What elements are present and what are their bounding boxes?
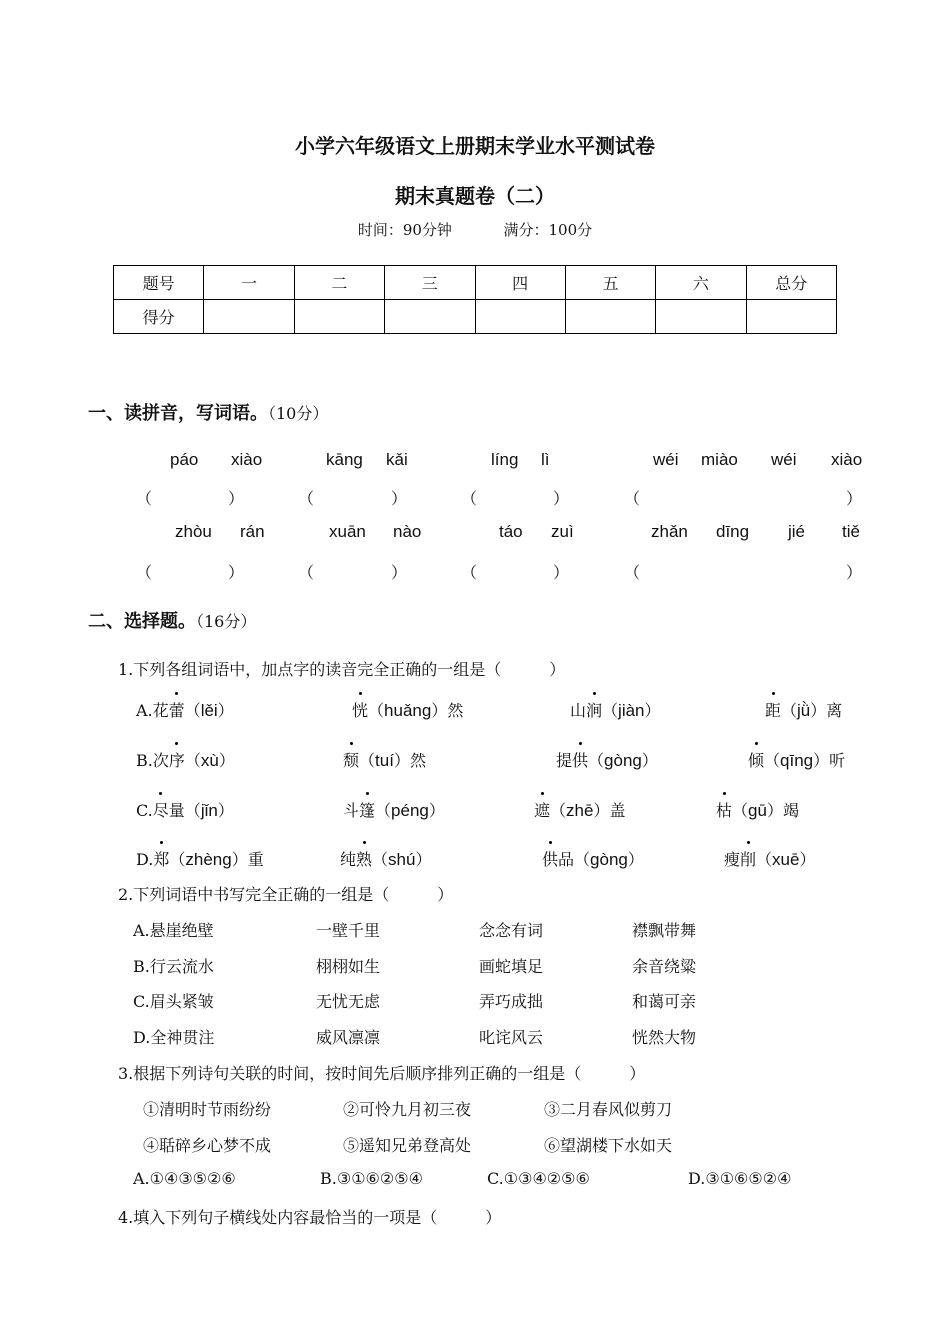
score-input-cell[interactable] (565, 300, 655, 334)
pinyin: lì (541, 450, 550, 469)
pinyin: líng (491, 450, 519, 469)
pinyin: xiào (831, 450, 863, 469)
q2-option: 恍然大物 (632, 1028, 697, 1047)
section1-heading (88, 399, 328, 425)
answer-bracket-close: ） (846, 489, 863, 508)
q1-option-d-3: 供品（gòng） (542, 847, 644, 870)
q2-option: 无忧无虑 (316, 992, 381, 1011)
q2-option: 弄巧成拙 (479, 992, 544, 1011)
q2-option: 一壁千里 (316, 921, 381, 940)
q3-option-c: C.①③④②⑤⑥ (487, 1169, 590, 1188)
section2-heading (88, 607, 256, 633)
table-cell: 得分 (114, 300, 204, 334)
pinyin: xuān (329, 522, 366, 541)
q3-poem-line: ②可怜九月初三夜 (343, 1100, 472, 1119)
score-input-cell[interactable] (204, 300, 294, 334)
q1-option-d-4: 瘦削（xuē） (724, 847, 815, 870)
answer-bracket-close: ） (228, 563, 245, 582)
q1-option-d-1: D.郑（zhèng）重 (136, 847, 264, 870)
answer-bracket-open: （ (136, 563, 153, 582)
q1-option-c-2: 斗篷（péng） (343, 798, 445, 821)
question-3-stem: 3.根据下列诗句关联的时间，按时间先后顺序排列正确的一组是（ ） (118, 1064, 646, 1083)
answer-bracket-close: ） (553, 489, 570, 508)
score-table-header-row (114, 266, 837, 300)
q1-option-c-4: 枯（gū）竭 (716, 798, 799, 821)
answer-bracket-open: （ (624, 563, 641, 582)
question-1-stem: 1.下列各组词语中，加点字的读音完全正确的一组是（ ） (118, 660, 566, 679)
exam-meta (0, 219, 950, 240)
pinyin: táo (499, 522, 523, 541)
pinyin: xiào (231, 450, 263, 469)
q3-poem-line: ⑤遥知兄弟登高处 (343, 1136, 472, 1155)
pinyin: kāng (326, 450, 363, 469)
q1-option-b-3: 提供（gòng） (556, 748, 658, 771)
q2-option: C.眉头紧皱 (133, 992, 214, 1011)
q1-option-a-1: A.花蕾（lěi） (136, 698, 234, 721)
q2-option: 威风凛凛 (316, 1028, 381, 1047)
q2-option: A.悬崖绝壁 (133, 921, 214, 940)
q3-option-a: A.①④③⑤②⑥ (133, 1169, 236, 1188)
pinyin: zhǎn (651, 522, 688, 541)
answer-bracket-open: （ (461, 563, 478, 582)
q2-option: 栩栩如生 (316, 957, 381, 976)
answer-bracket-close: ） (391, 489, 408, 508)
q1-option-d-2: 纯熟（shú） (340, 847, 431, 870)
answer-bracket-close: ） (846, 563, 863, 582)
table-cell: 五 (565, 266, 655, 300)
pinyin: wéi (771, 450, 797, 469)
q2-option: 襟飘带舞 (632, 921, 697, 940)
section2-points: （16分） (196, 612, 257, 631)
score-input-cell[interactable] (385, 300, 475, 334)
q1-option-c-3: 遮（zhē）盖 (534, 798, 625, 821)
q3-poem-line: ⑥望湖楼下水如天 (544, 1136, 673, 1155)
q2-option: 叱诧风云 (479, 1028, 544, 1047)
score-table-score-row (114, 300, 837, 334)
q3-poem-line: ①清明时节雨纷纷 (143, 1100, 272, 1119)
score-input-cell[interactable] (475, 300, 565, 334)
answer-bracket-open: （ (624, 489, 641, 508)
pinyin: rán (240, 522, 265, 541)
answer-bracket-close: ） (228, 489, 245, 508)
question-4-stem: 4.填入下列句子横线处内容最恰当的一项是（ ） (118, 1208, 502, 1227)
q1-option-b-4: 倾（qīng）听 (748, 748, 845, 771)
q2-option: 余音绕粱 (632, 957, 697, 976)
pinyin: dīng (716, 522, 750, 541)
score-input-cell[interactable] (294, 300, 384, 334)
table-cell: 六 (656, 266, 746, 300)
q1-option-b-2: 颓（tuí）然 (343, 748, 426, 771)
section1-points: （10分） (268, 404, 329, 423)
q1-option-a-3: 山涧（jiàn） (570, 698, 661, 721)
exam-subtitle: 期末真题卷（二） (395, 184, 555, 208)
table-cell: 三 (385, 266, 475, 300)
q1-option-b-1: B.次序（xù） (136, 748, 235, 771)
answer-bracket-close: ） (553, 563, 570, 582)
pinyin: jié (788, 522, 806, 541)
pinyin: tiě (842, 522, 860, 541)
pinyin: nào (393, 522, 422, 541)
answer-bracket-open: （ (136, 489, 153, 508)
q2-option: 画蛇填足 (479, 957, 544, 976)
table-cell: 二 (294, 266, 384, 300)
score-input-cell[interactable] (746, 300, 836, 334)
q3-poem-line: ④聒碎乡心梦不成 (143, 1136, 272, 1155)
table-cell: 一 (204, 266, 294, 300)
score-table (113, 265, 837, 334)
time-label: 时间：90分钟 (357, 221, 452, 239)
q3-option-b: B.③①⑥②⑤④ (320, 1169, 423, 1188)
answer-bracket-open: （ (298, 489, 315, 508)
q1-option-c-1: C.尽量（jǐn） (136, 798, 234, 821)
table-cell: 四 (475, 266, 565, 300)
q1-option-a-2: 恍（huǎng）然 (352, 698, 463, 721)
pinyin: páo (170, 450, 199, 469)
section2-title: 二、选择题。 (88, 611, 196, 632)
q2-option: 和蔼可亲 (632, 992, 697, 1011)
exam-title: 小学六年级语文上册期末学业水平测试卷 (295, 134, 655, 158)
q3-poem-line: ③二月春风似剪刀 (544, 1100, 673, 1119)
pinyin: miào (701, 450, 738, 469)
section1-title: 一、读拼音，写词语。 (88, 403, 268, 424)
q2-option: 念念有词 (479, 921, 544, 940)
pinyin: kǎi (386, 450, 408, 469)
table-cell: 题号 (114, 266, 204, 300)
table-cell: 总分 (746, 266, 836, 300)
pinyin: wéi (653, 450, 679, 469)
question-2-stem: 2.下列词语中书写完全正确的一组是（ ） (118, 885, 454, 904)
pinyin: zuì (551, 522, 574, 541)
pinyin: zhòu (175, 522, 212, 541)
q3-option-d: D.③①⑥⑤②④ (688, 1169, 792, 1188)
q2-option: B.行云流水 (133, 957, 214, 976)
score-label: 满分：100分 (503, 221, 593, 239)
answer-bracket-open: （ (298, 563, 315, 582)
answer-bracket-open: （ (461, 489, 478, 508)
answer-bracket-close: ） (391, 563, 408, 582)
q1-option-a-4: 距（jǜ）离 (765, 698, 842, 721)
q2-option: D.全神贯注 (133, 1028, 215, 1047)
score-input-cell[interactable] (656, 300, 746, 334)
